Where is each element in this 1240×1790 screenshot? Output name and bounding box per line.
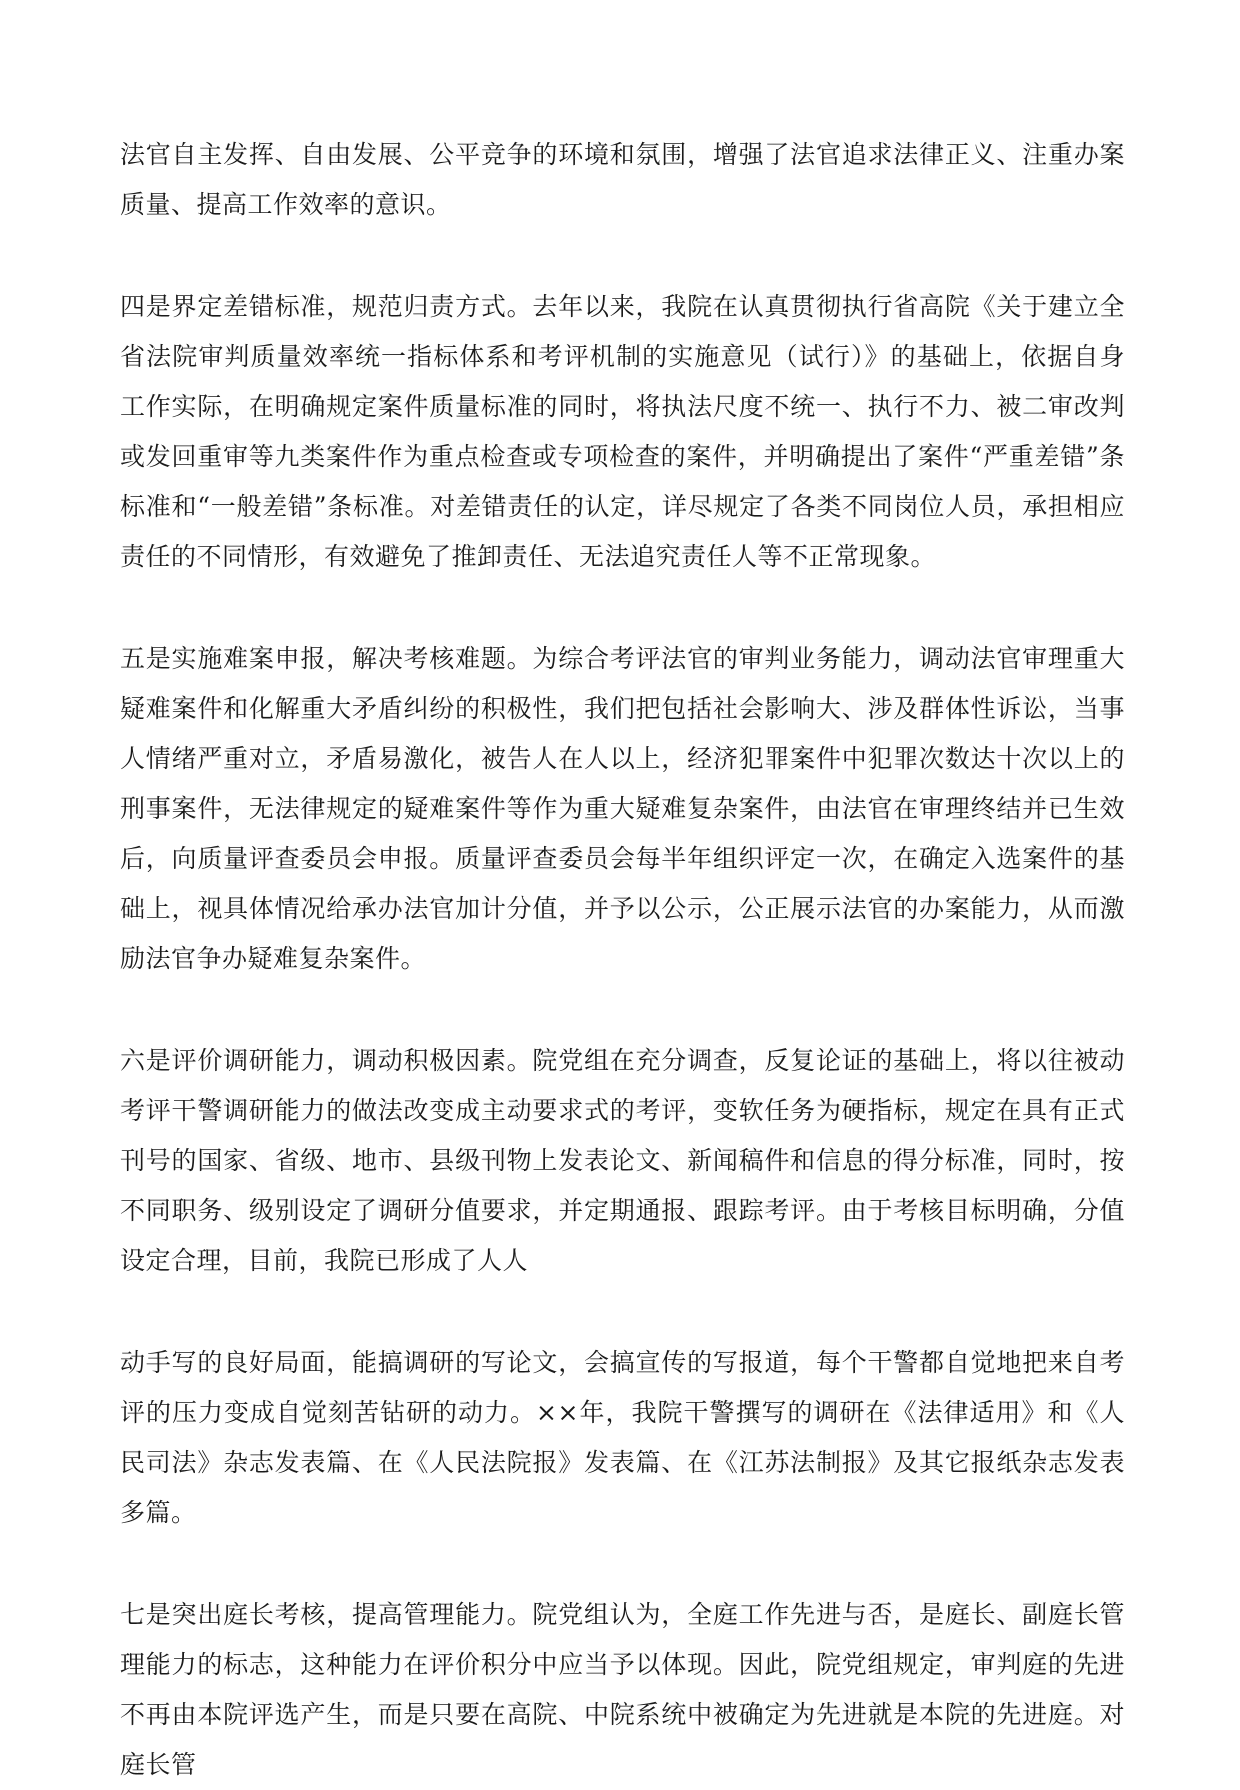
document-body <box>120 130 1125 1790</box>
paragraph-error-standards: 四是界定差错标准，规范归责方式。去年以来，我院在认真贯彻执行省高院《关于建立全省法院审判质量效率统一指标体系和考评机制的实施意见（试行）》的基础上，依据自身工作实际，在明确规定案件质量标准的同时，将执法尺度不统一、执行不力、被二审改判或发回重审等九类案件作为重点检查或专项检查的案件，并明确提出了案件“严重差错”条标准和“一般差错”条标准。对差错责任的认定，详尽规定了各类不同岗位人员，承担相应责任的不同情形，有效避免了推卸责任、无法追究责任人等不正常现象。 <box>120 292 1125 571</box>
paragraph-research-ability: 六是评价调研能力，调动积极因素。院党组在充分调查，反复论证的基础上，将以往被动考评干警调研能力的做法改变成主动要求式的考评，变软任务为硬指标，规定在具有正式刊号的国家、省级、地市、县级刊物上发表论文、新闻稿件和信息的得分标准，同时，按不同职务、级别设定了调研分值要求，并定期通报、跟踪考评。由于考核目标明确，分值设定合理，目前，我院已形成了人人 <box>120 1046 1125 1275</box>
paragraph-continuation: 法官自主发挥、自由发展、公平竞争的环境和氛围，增强了法官追求法律正义、注重办案质量、提高工作效率的意识。 <box>120 140 1125 219</box>
paragraph-difficult-case-reporting: 五是实施难案申报，解决考核难题。为综合考评法官的审判业务能力，调动法官审理重大疑难案件和化解重大矛盾纠纷的积极性，我们把包括社会影响大、涉及群体性诉讼，当事人情绪严重对立，矛盾易激化，被告人在人以上，经济犯罪案件中犯罪次数达十次以上的刑事案件，无法律规定的疑难案件等作为重大疑难复杂案件，由法官在审理终结并已生效后，向质量评查委员会申报。质量评查委员会每半年组织评定一次，在确定入选案件的基础上，视具体情况给承办法官加计分值，并予以公示，公正展示法官的办案能力，从而激励法官争办疑难复杂案件。 <box>120 644 1125 973</box>
paragraph-research-results: 动手写的良好局面，能搞调研的写论文，会搞宣传的写报道，每个干警都自觉地把来自考评的压力变成自觉刻苦钻研的动力。××年，我院干警撰写的调研在《法律适用》和《人民司法》杂志发表篇、在《人民法院报》发表篇、在《江苏法制报》及其它报纸杂志发表多篇。 <box>120 1348 1125 1527</box>
paragraph-division-chief-assessment: 七是突出庭长考核，提高管理能力。院党组认为，全庭工作先进与否，是庭长、副庭长管理能力的标志，这种能力在评价积分中应当予以体现。因此，院党组规定，审判庭的先进不再由本院评选产生，而是只要在高院、中院系统中被确定为先进就是本院的先进庭。对庭长管 <box>120 1600 1125 1779</box>
